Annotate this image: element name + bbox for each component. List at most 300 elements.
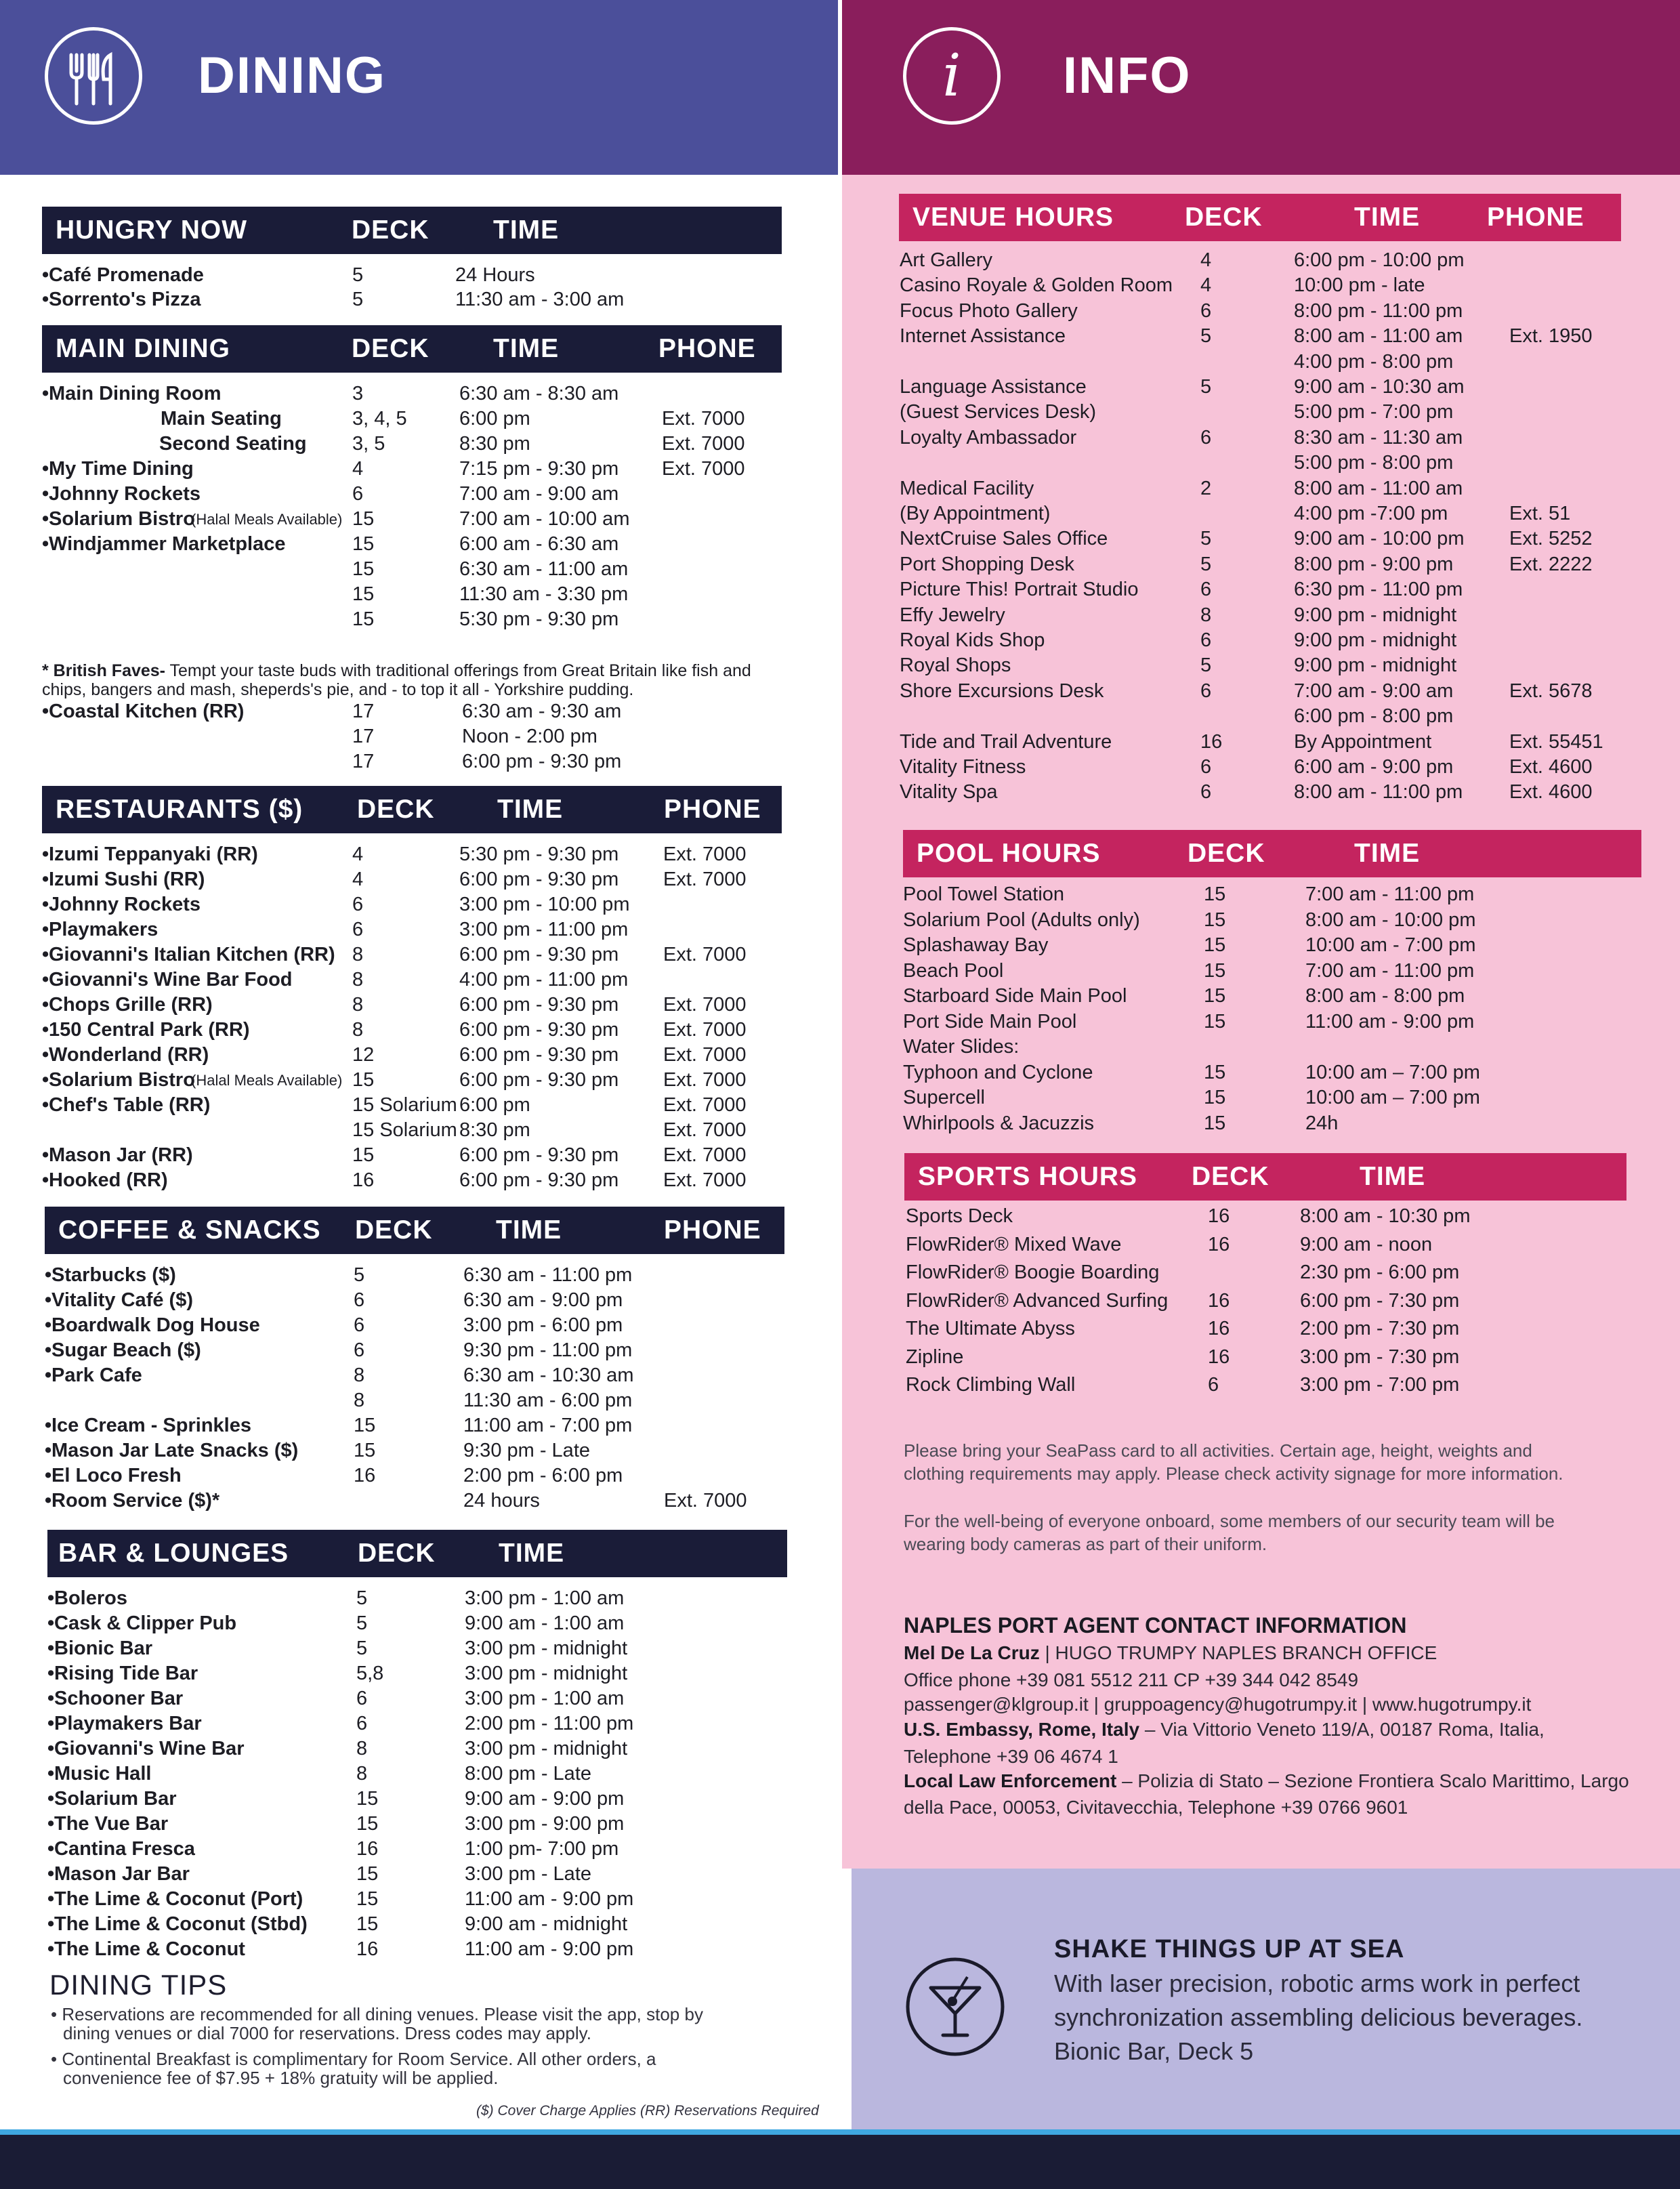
bullet: • <box>42 508 49 530</box>
restaurants-header <box>42 786 782 833</box>
venue-row-name: Loyalty Ambassador <box>900 426 1077 449</box>
shake-line-2: synchronization assembling delicious beverages. <box>1054 2003 1583 2031</box>
main-dining-row-note: (Halal Meals Available) <box>191 511 343 528</box>
bullet: • <box>45 1264 52 1286</box>
bar-row-deck: 15 <box>356 1888 379 1910</box>
bar-row-name: Rising Tide Bar <box>54 1663 198 1684</box>
restaurant-row-name: Playmakers <box>49 919 159 940</box>
main-dining-row-name: Second Seating <box>159 433 307 455</box>
venue-row-name: Focus Photo Gallery <box>900 299 1078 322</box>
bar-row-name: The Lime & Coconut (Port) <box>54 1888 303 1910</box>
contact-agent <box>904 1640 1437 1667</box>
bullet: • <box>47 1838 55 1860</box>
shake-line-3: Bionic Bar, Deck 5 <box>1054 2037 1254 2065</box>
bar-row-name: The Vue Bar <box>54 1813 169 1835</box>
sports-hours-time-header: TIME <box>1360 1162 1426 1191</box>
coffee-row-time: 11:30 am - 6:00 pm <box>463 1390 633 1411</box>
bullet: • <box>45 1314 52 1336</box>
main-dining-title: MAIN DINING <box>56 334 230 363</box>
restaurant-row-time: 6:00 pm - 9:30 pm <box>459 1044 619 1066</box>
bar-row-time: 11:00 am - 9:00 pm <box>465 1938 634 1960</box>
law-line-2: della Pace, 00053, Civitavecchia, Telephone +39 0766 9601 <box>904 1797 1408 1818</box>
pool-row-time: 11:00 am - 9:00 pm <box>1305 1010 1475 1033</box>
venue-row-name: (Guest Services Desk) <box>900 401 1097 423</box>
venue-row-name: Effy Jewelry <box>900 604 1005 626</box>
restaurant-row-name: 150 Central Park (RR) <box>49 1019 250 1041</box>
bars-time-header: TIME <box>499 1539 565 1568</box>
restaurant-row-deck: 12 <box>352 1044 375 1066</box>
coffee-row-time: 6:30 am - 9:00 pm <box>463 1289 623 1311</box>
hungry-now-row-name: Café Promenade <box>49 264 204 286</box>
coffee-row-deck: 16 <box>354 1465 376 1486</box>
restaurant-row-time: 6:00 pm - 9:30 pm <box>459 1144 619 1166</box>
hungry-now-row-name: Sorrento's Pizza <box>49 289 201 310</box>
bullet: • <box>42 701 49 722</box>
bar-row-time: 3:00 pm - midnight <box>465 1738 628 1759</box>
venue-row-time: 8:00 pm - 11:00 pm <box>1294 299 1463 322</box>
sports-row-deck: 16 <box>1208 1318 1230 1339</box>
embassy-line-1 <box>904 1716 1545 1743</box>
pool-row-time: 24h <box>1305 1112 1339 1134</box>
venue-hours-phone-header: PHONE <box>1487 203 1584 232</box>
venue-row-phone: Ext. 55451 <box>1509 730 1603 753</box>
bar-row-name: Cask & Clipper Pub <box>54 1612 237 1634</box>
main-dining-row-time: 6:30 am - 8:30 am <box>459 383 619 404</box>
pool-row-time: 7:00 am - 11:00 pm <box>1305 883 1475 905</box>
bars-header <box>47 1530 787 1577</box>
restaurant-row-name: Chef's Table (RR) <box>49 1094 211 1116</box>
restaurant-row-deck: 6 <box>352 894 364 915</box>
law-address: – Polizia di Stato – Sezione Frontiera Scalo Marittimo, Largo <box>1116 1770 1629 1791</box>
main-dining-row-deck: 15 <box>352 608 375 630</box>
bullet: • <box>42 1144 49 1166</box>
bullet: • <box>45 1339 52 1361</box>
main-dining-row-deck: 3, 5 <box>352 433 385 455</box>
bar-row-name: Mason Jar Bar <box>54 1863 190 1885</box>
bullet: • <box>47 1663 55 1684</box>
dining-tip-2-line-1: • Continental Breakfast is complimentary for Room Service. All other orders, a <box>51 2049 656 2069</box>
pool-row-name: Solarium Pool (Adults only) <box>903 909 1140 931</box>
restaurant-row-note: (Halal Meals Available) <box>191 1072 343 1089</box>
british-faves-label: * British Faves- <box>42 661 166 680</box>
venue-row-time: 5:00 pm - 7:00 pm <box>1294 401 1454 423</box>
restaurant-row-time: 6:00 pm - 9:30 pm <box>459 944 619 965</box>
coffee-row-deck: 8 <box>354 1390 365 1411</box>
bars-deck-header: DECK <box>358 1539 436 1568</box>
bullet: • <box>42 1069 49 1091</box>
bullet: • <box>42 289 49 310</box>
restaurant-row-phone: Ext. 7000 <box>663 869 747 890</box>
restaurant-row-deck: 16 <box>352 1169 375 1191</box>
restaurant-row-phone: Ext. 7000 <box>663 1044 747 1066</box>
bullet: • <box>47 1788 55 1810</box>
coastal-kitchen-row-name: Coastal Kitchen (RR) <box>49 701 245 722</box>
venue-row-deck: 5 <box>1200 528 1212 550</box>
venue-row-time: 8:00 am - 11:00 am <box>1294 477 1463 499</box>
sports-row-time: 3:00 pm - 7:30 pm <box>1300 1346 1460 1368</box>
bar-row-time: 9:00 am - 9:00 pm <box>465 1788 625 1810</box>
venue-row-phone: Ext. 5252 <box>1509 528 1593 550</box>
venue-row-phone: Ext. 4600 <box>1509 756 1593 778</box>
bar-row-time: 3:00 pm - 1:00 am <box>465 1688 625 1709</box>
contact-phones: Office phone +39 081 5512 211 CP +39 344 042 8549 <box>904 1669 1359 1690</box>
restaurant-row-name: Izumi Teppanyaki (RR) <box>49 843 258 865</box>
bullet: • <box>47 1913 55 1935</box>
coffee-row-deck: 15 <box>354 1415 376 1436</box>
british-faves-text: Tempt your taste buds with traditional offerings from Great Britain like fish and chips, bangers and mash, sheperds's pie, and - to top it all - Yorkshire pudding. <box>42 661 751 699</box>
venue-row-deck: 16 <box>1200 730 1223 753</box>
main-dining-phone-header: PHONE <box>658 334 756 363</box>
venue-row-deck: 4 <box>1200 274 1212 297</box>
bar-row-deck: 5,8 <box>356 1663 384 1684</box>
venue-row-phone: Ext. 2222 <box>1509 553 1593 575</box>
venue-row-time: 6:00 pm - 10:00 pm <box>1294 249 1465 271</box>
coffee-row-deck: 6 <box>354 1339 365 1361</box>
hungry-now-row-time: 24 Hours <box>455 264 535 286</box>
bar-row-time: 3:00 pm - 9:00 pm <box>465 1813 625 1835</box>
venue-row-time: 4:00 pm - 8:00 pm <box>1294 350 1454 373</box>
pool-row-name: Pool Towel Station <box>903 883 1065 905</box>
restaurants-title: RESTAURANTS ($) <box>56 795 303 824</box>
restaurant-row-phone: Ext. 7000 <box>663 1094 747 1116</box>
restaurant-row-name: Mason Jar (RR) <box>49 1144 193 1166</box>
venue-row-time: 4:00 pm -7:00 pm <box>1294 503 1448 524</box>
venue-row-deck: 6 <box>1200 426 1212 449</box>
venue-row-time: 5:00 pm - 8:00 pm <box>1294 452 1454 474</box>
embassy-line-2: Telephone +39 06 4674 1 <box>904 1746 1118 1767</box>
coffee-row-time: 24 hours <box>463 1490 540 1512</box>
venue-row-name: Medical Facility <box>900 477 1034 499</box>
sports-row-time: 9:00 am - noon <box>1300 1233 1433 1255</box>
bullet: • <box>47 1888 55 1910</box>
bullet: • <box>47 1938 55 1960</box>
pool-row-name: Starboard Side Main Pool <box>903 985 1127 1007</box>
bullet: • <box>42 944 49 965</box>
cover-charge-legend: ($) Cover Charge Applies (RR) Reservations Required <box>476 2103 819 2119</box>
bar-row-deck: 5 <box>356 1587 368 1609</box>
venue-row-phone: Ext. 5678 <box>1509 680 1593 702</box>
venue-row-name: Picture This! Portrait Studio <box>900 579 1139 601</box>
bar-row-time: 9:00 am - 1:00 am <box>465 1612 625 1634</box>
main-dining-row-deck: 3, 4, 5 <box>352 408 407 430</box>
bar-row-name: Bionic Bar <box>54 1638 153 1659</box>
venue-hours-time-header: TIME <box>1354 203 1421 232</box>
restaurant-row-time: 4:00 pm - 11:00 pm <box>459 969 629 991</box>
dining-tip-1-line-2: dining venues or dial 7000 for reservations. Dress codes may apply. <box>63 2023 591 2043</box>
restaurant-row-name: Chops Grille (RR) <box>49 994 213 1016</box>
main-dining-header <box>42 325 782 373</box>
sports-row-name: Rock Climbing Wall <box>906 1374 1076 1396</box>
pool-row-time: 8:00 am - 8:00 pm <box>1305 985 1465 1007</box>
venue-row-name: Language Assistance <box>900 376 1087 398</box>
bar-row-name: Cantina Fresca <box>54 1838 195 1860</box>
sports-row-time: 8:00 am - 10:30 pm <box>1300 1205 1471 1227</box>
sports-hours-deck-header: DECK <box>1192 1162 1269 1191</box>
bar-row-name: Boleros <box>54 1587 127 1609</box>
restaurant-row-time: 5:30 pm - 9:30 pm <box>459 843 619 865</box>
bullet: • <box>42 483 49 505</box>
bar-row-time: 3:00 pm - Late <box>465 1863 591 1885</box>
main-dining-row-name: My Time Dining <box>49 458 194 480</box>
main-dining-row-time: 6:30 am - 11:00 am <box>459 558 629 580</box>
venue-row-deck: 5 <box>1200 325 1212 348</box>
bullet: • <box>47 1638 55 1659</box>
restaurant-row-deck: 8 <box>352 969 364 991</box>
main-dining-row-phone: Ext. 7000 <box>662 408 745 430</box>
pool-row-name: Typhoon and Cyclone <box>903 1061 1093 1083</box>
restaurant-row-deck: 15 Solarium <box>352 1119 457 1141</box>
coffee-row-name: Park Cafe <box>51 1364 142 1386</box>
bar-row-name: Giovanni's Wine Bar <box>54 1738 245 1759</box>
bar-row-deck: 15 <box>356 1788 379 1810</box>
pool-hours-title: POOL HOURS <box>917 839 1101 868</box>
main-dining-row-time: 7:00 am - 10:00 am <box>459 508 630 530</box>
bar-row-time: 3:00 pm - 1:00 am <box>465 1587 625 1609</box>
restaurant-row-phone: Ext. 7000 <box>663 994 747 1016</box>
bar-row-name: Music Hall <box>54 1763 152 1785</box>
coffee-row-name: Room Service ($)* <box>51 1490 220 1512</box>
venue-row-deck: 8 <box>1200 604 1212 626</box>
bullet: • <box>42 1094 49 1116</box>
pool-row-name: Port Side Main Pool <box>903 1010 1077 1033</box>
sports-row-deck: 16 <box>1208 1289 1230 1312</box>
restaurant-row-time: 6:00 pm <box>459 1094 530 1116</box>
restaurant-row-deck: 15 <box>352 1069 375 1091</box>
main-dining-row-deck: 6 <box>352 483 364 505</box>
pool-row-deck: 15 <box>1204 1112 1226 1134</box>
restaurant-row-deck: 8 <box>352 1019 364 1041</box>
venue-row-time: 10:00 pm - late <box>1294 274 1425 297</box>
venue-row-phone: Ext. 4600 <box>1509 781 1593 804</box>
info-icon: i <box>903 27 1001 125</box>
sports-row-name: FlowRider® Advanced Surfing <box>906 1289 1169 1312</box>
venue-row-time: 7:00 am - 9:00 am <box>1294 680 1454 702</box>
venue-hours-header <box>899 194 1621 241</box>
venue-row-deck: 4 <box>1200 249 1212 271</box>
main-dining-row-deck: 3 <box>352 383 364 404</box>
venue-row-time: By Appointment <box>1294 730 1432 753</box>
bullet: • <box>47 1713 55 1734</box>
dining-tip-2-line-2: convenience fee of $7.95 + 18% gratuity will be applied. <box>63 2068 499 2088</box>
venue-row-time: 8:00 pm - 9:00 pm <box>1294 553 1454 575</box>
coffee-row-name: Starbucks ($) <box>51 1264 176 1286</box>
agent-name: Mel De La Cruz <box>904 1642 1040 1663</box>
bar-row-deck: 15 <box>356 1863 379 1885</box>
main-dining-row-deck: 15 <box>352 558 375 580</box>
bullet: • <box>42 969 49 991</box>
hungry-now-row-deck: 5 <box>352 264 364 286</box>
bullet: • <box>42 894 49 915</box>
restaurant-row-phone: Ext. 7000 <box>663 843 747 865</box>
bullet: • <box>45 1465 52 1486</box>
bullet: • <box>42 1044 49 1066</box>
venue-row-time: 9:00 pm - midnight <box>1294 629 1457 651</box>
coffee-deck-header: DECK <box>355 1215 433 1245</box>
restaurant-row-phone: Ext. 7000 <box>663 944 747 965</box>
venue-row-name: Port Shopping Desk <box>900 553 1074 575</box>
venue-row-name: Casino Royale & Golden Room <box>900 274 1173 297</box>
coffee-row-time: 11:00 am - 7:00 pm <box>463 1415 633 1436</box>
bar-row-name: Playmakers Bar <box>54 1713 202 1734</box>
main-dining-row-deck: 4 <box>352 458 364 480</box>
bar-row-deck: 8 <box>356 1738 368 1759</box>
law-line-1 <box>904 1768 1629 1795</box>
venue-row-deck: 6 <box>1200 579 1212 601</box>
pool-row-name: Water Slides: <box>903 1036 1020 1058</box>
bullet: • <box>47 1763 55 1785</box>
coffee-phone-header: PHONE <box>664 1215 761 1245</box>
footer-bar <box>0 2135 1680 2189</box>
venue-row-deck: 2 <box>1200 477 1212 499</box>
contact-emails[interactable]: passenger@klgroup.it | gruppoagency@hugotrumpy.it | www.hugotrumpy.it <box>904 1694 1532 1715</box>
venue-row-time: 9:00 am - 10:00 pm <box>1294 528 1465 550</box>
sports-row-name: Sports Deck <box>906 1205 1013 1227</box>
venue-row-name: Royal Shops <box>900 654 1011 677</box>
coffee-row-deck: 15 <box>354 1440 376 1461</box>
pool-row-time: 10:00 am – 7:00 pm <box>1305 1061 1480 1083</box>
venue-row-deck: 6 <box>1200 629 1212 651</box>
sports-row-deck: 16 <box>1208 1233 1230 1255</box>
agent-company: | HUGO TRUMPY NAPLES BRANCH OFFICE <box>1039 1642 1437 1663</box>
bullet: • <box>45 1415 52 1436</box>
restaurant-row-deck: 6 <box>352 919 364 940</box>
restaurant-row-phone: Ext. 7000 <box>663 1069 747 1091</box>
pool-row-name: Supercell <box>903 1087 985 1108</box>
main-dining-row-phone: Ext. 7000 <box>662 458 745 480</box>
main-dining-row-time: 7:15 pm - 9:30 pm <box>459 458 619 480</box>
bar-row-deck: 5 <box>356 1638 368 1659</box>
hungry-now-row-time: 11:30 am - 3:00 am <box>455 289 625 310</box>
venue-row-time: 8:00 am - 11:00 pm <box>1294 781 1463 804</box>
restaurant-row-name: Giovanni's Wine Bar Food <box>49 969 293 991</box>
venue-row-deck: 6 <box>1200 781 1212 804</box>
main-dining-row-name: Windjammer Marketplace <box>49 533 286 555</box>
venue-row-name: Vitality Fitness <box>900 756 1026 778</box>
restaurant-row-phone: Ext. 7000 <box>663 1019 747 1041</box>
venue-row-name: (By Appointment) <box>900 503 1051 524</box>
bar-row-time: 11:00 am - 9:00 pm <box>465 1888 634 1910</box>
sports-hours-header <box>904 1153 1626 1201</box>
restaurant-row-name: Johnny Rockets <box>49 894 201 915</box>
bullet: • <box>47 1612 55 1634</box>
hungry-now-row-deck: 5 <box>352 289 364 310</box>
venue-row-time: 8:00 am - 11:00 am <box>1294 325 1463 348</box>
main-dining-row-time: 7:00 am - 9:00 am <box>459 483 619 505</box>
restaurant-row-name: Giovanni's Italian Kitchen (RR) <box>49 944 335 965</box>
bar-row-deck: 16 <box>356 1838 379 1860</box>
pool-row-deck: 15 <box>1204 883 1226 905</box>
bar-row-name: The Lime & Coconut <box>54 1938 245 1960</box>
pool-row-time: 10:00 am – 7:00 pm <box>1305 1087 1480 1108</box>
coffee-row-name: El Loco Fresh <box>51 1465 182 1486</box>
dining-tip-1-line-1: • Reservations are recommended for all dining venues. Please visit the app, stop by <box>51 2004 703 2024</box>
coffee-row-time: 9:30 pm - 11:00 pm <box>463 1339 633 1361</box>
bar-row-deck: 6 <box>356 1688 368 1709</box>
pool-row-name: Splashaway Bay <box>903 934 1049 956</box>
restaurants-time-header: TIME <box>497 795 564 824</box>
bullet: • <box>45 1289 52 1311</box>
restaurant-row-name: Hooked (RR) <box>49 1169 168 1191</box>
bar-row-time: 2:00 pm - 11:00 pm <box>465 1713 634 1734</box>
restaurant-row-time: 6:00 pm - 9:30 pm <box>459 869 619 890</box>
hungry-now-header <box>42 207 782 254</box>
venue-row-phone: Ext. 51 <box>1509 503 1571 524</box>
restaurant-row-deck: 15 <box>352 1144 375 1166</box>
coastal-kitchen-row-time: 6:30 am - 9:30 am <box>462 701 622 722</box>
security-notice-line-2: wearing body cameras as part of their uniform. <box>904 1534 1267 1554</box>
bullet: • <box>42 994 49 1016</box>
pool-hours-header <box>903 830 1641 877</box>
coffee-row-name: Boardwalk Dog House <box>51 1314 260 1336</box>
coffee-row-time: 9:30 pm - Late <box>463 1440 590 1461</box>
coffee-row-deck: 6 <box>354 1289 365 1311</box>
embassy-label: U.S. Embassy, Rome, Italy <box>904 1719 1140 1740</box>
main-dining-row-phone: Ext. 7000 <box>662 433 745 455</box>
sports-row-name: FlowRider® Mixed Wave <box>906 1233 1122 1255</box>
main-dining-row-time: 5:30 pm - 9:30 pm <box>459 608 619 630</box>
restaurant-row-deck: 8 <box>352 994 364 1016</box>
restaurant-row-time: 3:00 pm - 10:00 pm <box>459 894 630 915</box>
coffee-row-name: Sugar Beach ($) <box>51 1339 201 1361</box>
bullet: • <box>45 1440 52 1461</box>
pool-row-deck: 15 <box>1204 1087 1226 1108</box>
bar-row-deck: 15 <box>356 1913 379 1935</box>
pool-row-deck: 15 <box>1204 985 1226 1007</box>
sports-row-name: The Ultimate Abyss <box>906 1318 1075 1339</box>
coffee-row-time: 6:30 am - 10:30 am <box>463 1364 634 1386</box>
bar-row-time: 3:00 pm - midnight <box>465 1638 628 1659</box>
bullet: • <box>47 1738 55 1759</box>
cutlery-icon <box>45 27 142 125</box>
coffee-row-deck: 5 <box>354 1264 365 1286</box>
coffee-title: COFFEE & SNACKS <box>58 1215 321 1245</box>
bullet: • <box>45 1364 52 1386</box>
restaurant-row-name: Izumi Sushi (RR) <box>49 869 205 890</box>
bar-row-deck: 15 <box>356 1813 379 1835</box>
restaurants-deck-header: DECK <box>357 795 435 824</box>
restaurant-row-name: Solarium Bistro <box>49 1069 195 1091</box>
restaurant-row-name: Wonderland (RR) <box>49 1044 209 1066</box>
main-dining-row-time: 8:30 pm <box>459 433 530 455</box>
main-dining-row-name: Solarium Bistro <box>49 508 195 530</box>
dining-title: DINING <box>198 47 386 104</box>
bar-row-deck: 5 <box>356 1612 368 1634</box>
restaurant-row-time: 8:30 pm <box>459 1119 530 1141</box>
bullet: • <box>47 1813 55 1835</box>
coastal-kitchen-row-time: 6:00 pm - 9:30 pm <box>462 751 622 772</box>
main-dining-time-header: TIME <box>493 334 560 363</box>
restaurant-row-time: 3:00 pm - 11:00 pm <box>459 919 629 940</box>
bullet: • <box>47 1863 55 1885</box>
bullet: • <box>47 1587 55 1609</box>
bullet: • <box>42 383 49 404</box>
dining-header <box>0 0 838 175</box>
main-dining-row-time: 6:00 am - 6:30 am <box>459 533 619 555</box>
venue-row-name: Shore Excursions Desk <box>900 680 1104 702</box>
coffee-header <box>45 1207 784 1254</box>
bullet: • <box>42 264 49 286</box>
pool-row-deck: 15 <box>1204 1010 1226 1033</box>
bullet: • <box>47 1688 55 1709</box>
venue-hours-title: VENUE HOURS <box>912 203 1114 232</box>
venue-row-phone: Ext. 1950 <box>1509 325 1593 348</box>
bar-row-time: 9:00 am - midnight <box>465 1913 628 1935</box>
venue-row-time: 6:30 pm - 11:00 pm <box>1294 579 1463 601</box>
main-dining-row-deck: 15 <box>352 508 375 530</box>
coffee-row-time: 3:00 pm - 6:00 pm <box>463 1314 623 1336</box>
venue-row-name: Internet Assistance <box>900 325 1066 348</box>
seapass-notice-line-1: Please bring your SeaPass card to all activities. Certain age, height, weights and <box>904 1440 1532 1461</box>
